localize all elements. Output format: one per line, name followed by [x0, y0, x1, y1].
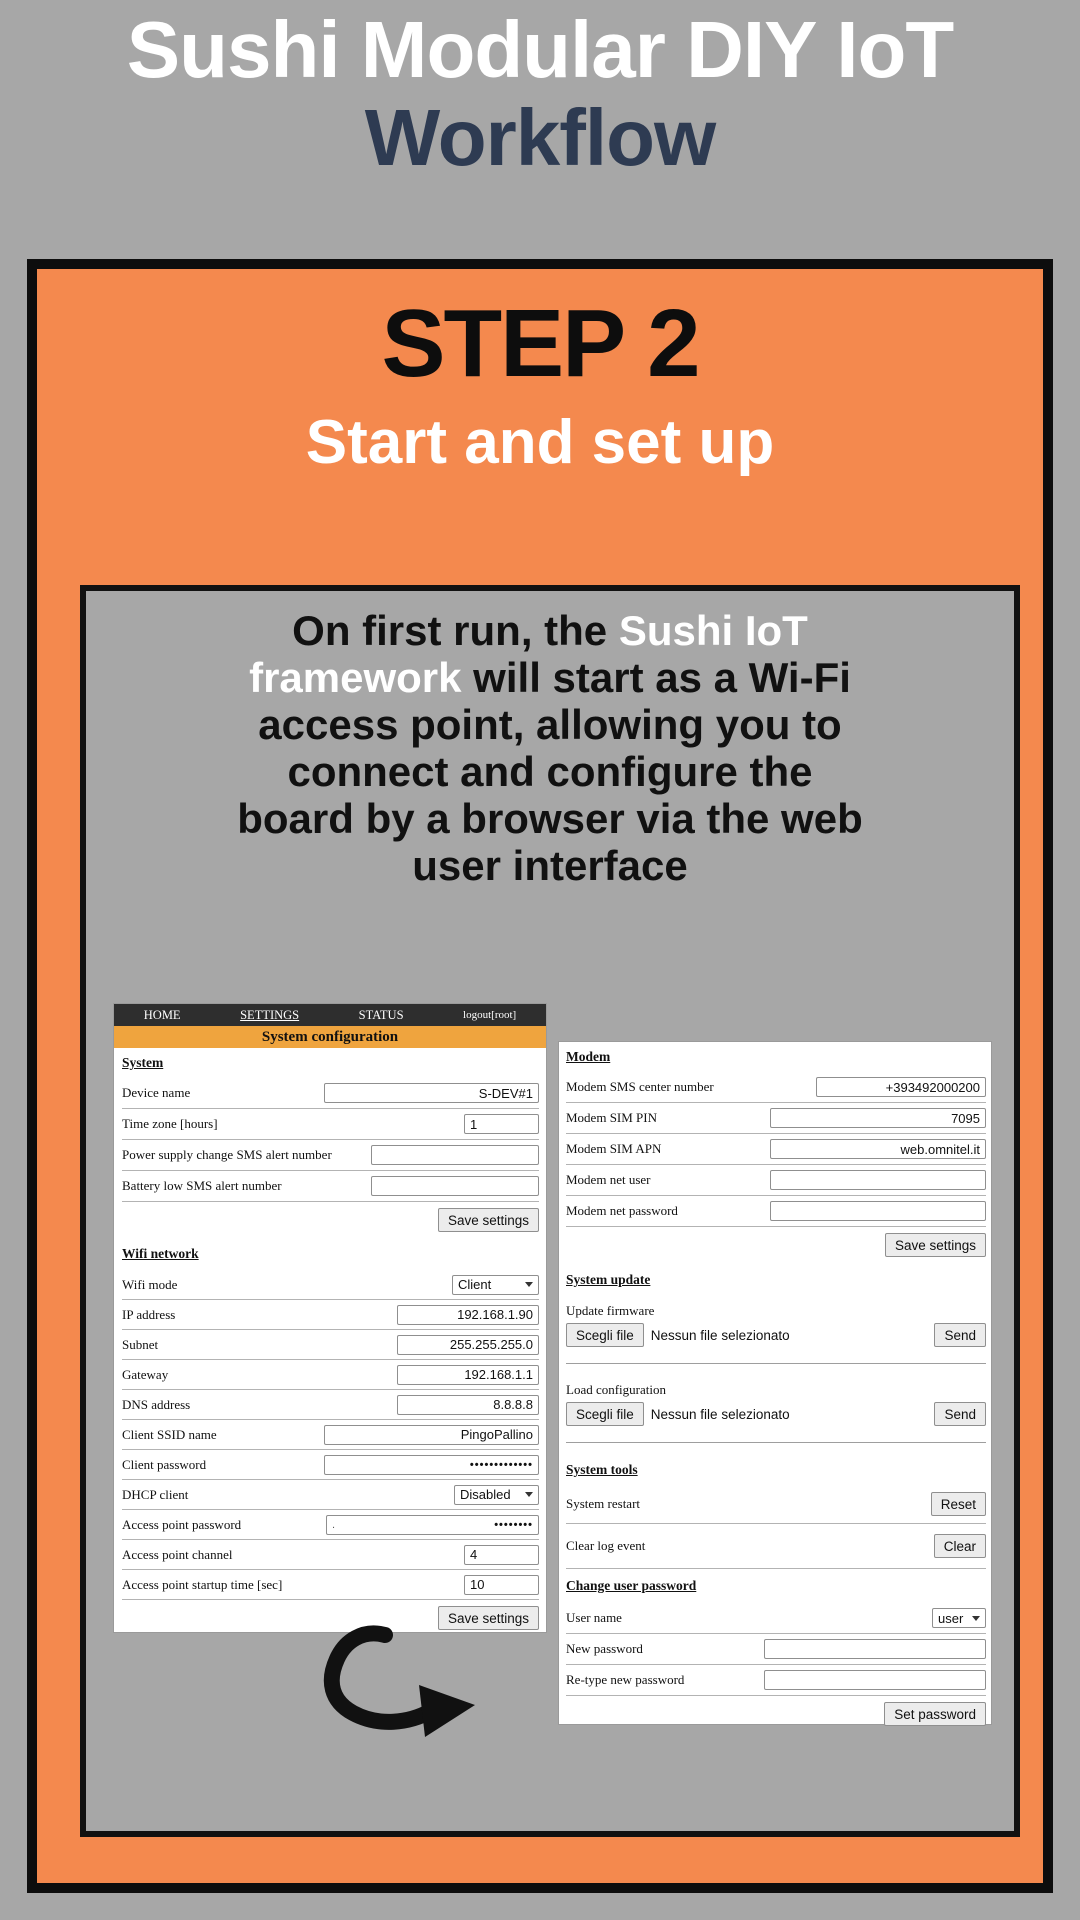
nav-logout-link[interactable]: logout[root]	[463, 1009, 517, 1021]
ip-address-input[interactable]: 192.168.1.90	[397, 1305, 539, 1325]
page-title-line2: Workflow	[364, 93, 716, 182]
intro-line: board by a browser via the web	[237, 795, 863, 842]
retype-password-row	[566, 1665, 986, 1696]
load-configuration-send-button[interactable]: Send	[934, 1402, 986, 1426]
settings-screenshot-left	[113, 1003, 547, 1633]
client-ssid-label: Client SSID name	[122, 1426, 217, 1442]
subnet-input[interactable]: 255.255.255.0	[397, 1335, 539, 1355]
divider	[566, 1442, 986, 1443]
system-configuration-header: System configuration	[114, 1026, 546, 1048]
ip-address-label: IP address	[122, 1306, 176, 1322]
page-title-line1: Sushi Modular DIY IoT	[126, 5, 954, 94]
new-password-input[interactable]	[764, 1639, 986, 1659]
battery-sms-row	[122, 1171, 539, 1202]
new-password-row	[566, 1634, 986, 1665]
step-label: STEP 2	[381, 290, 699, 397]
modem-sim-apn-label: Modem SIM APN	[566, 1141, 662, 1156]
step-panel	[27, 259, 1053, 1893]
modem-sim-pin-input[interactable]: 7095	[770, 1108, 986, 1128]
dns-address-input[interactable]: 8.8.8.8	[397, 1395, 539, 1415]
device-name-input[interactable]: S-DEV#1	[324, 1083, 539, 1103]
curved-arrow-icon	[305, 1625, 485, 1757]
client-password-label: Client password	[122, 1456, 207, 1472]
modem-sms-center-input[interactable]: +393492000200	[816, 1077, 986, 1097]
divider	[566, 1363, 986, 1364]
ap-password-row	[122, 1510, 539, 1540]
load-configuration-block	[566, 1376, 986, 1430]
system-save-settings-button[interactable]: Save settings	[438, 1208, 539, 1232]
power-sms-label: Power supply change SMS alert number	[122, 1147, 332, 1162]
dhcp-client-row	[122, 1480, 539, 1510]
device-name-row	[122, 1078, 539, 1109]
modem-sim-apn-input[interactable]: web.omnitel.it	[770, 1139, 986, 1159]
user-name-label: User name	[566, 1610, 622, 1625]
update-firmware-label: Update firmware	[566, 1303, 655, 1318]
retype-password-input[interactable]	[764, 1670, 986, 1690]
modem-sim-pin-row	[566, 1103, 986, 1134]
ap-startup-row	[122, 1570, 539, 1600]
modem-net-password-row	[566, 1196, 986, 1227]
chevron-down-icon	[972, 1616, 980, 1621]
section-heading-modem: Modem	[566, 1049, 611, 1064]
set-password-button[interactable]: Set password	[884, 1702, 986, 1726]
settings-screenshot-right	[558, 1041, 992, 1725]
power-sms-input[interactable]	[371, 1145, 539, 1165]
intro-line: framework will start as a Wi-Fi	[249, 654, 851, 701]
battery-sms-input[interactable]	[371, 1176, 539, 1196]
clear-log-label: Clear log event	[566, 1538, 646, 1553]
update-firmware-send-button[interactable]: Send	[934, 1323, 986, 1347]
nav-status-link[interactable]: STATUS	[358, 1007, 404, 1022]
modem-net-user-label: Modem net user	[566, 1172, 651, 1187]
retype-password-label: Re-type new password	[566, 1672, 685, 1687]
ap-channel-input[interactable]: 4	[464, 1545, 539, 1565]
section-heading-change-user-password: Change user password	[566, 1578, 697, 1593]
gateway-row	[122, 1360, 539, 1390]
intro-text	[86, 607, 1014, 889]
dhcp-client-label: DHCP client	[122, 1486, 189, 1502]
system-restart-label: System restart	[566, 1496, 641, 1511]
dhcp-client-select[interactable]: Disabled	[454, 1485, 539, 1505]
new-password-label: New password	[566, 1641, 643, 1656]
clear-log-row	[566, 1524, 986, 1569]
modem-net-password-label: Modem net password	[566, 1203, 678, 1218]
dns-address-row	[122, 1390, 539, 1420]
update-firmware-choose-file-button[interactable]: Scegli file	[566, 1323, 644, 1347]
intro-line: connect and configure the	[287, 748, 813, 795]
wifi-save-settings-button[interactable]: Save settings	[438, 1606, 539, 1630]
intro-line: On first run, the Sushi IoT	[292, 607, 808, 654]
time-zone-label: Time zone [hours]	[122, 1116, 218, 1131]
client-ssid-input[interactable]: PingoPallino	[324, 1425, 539, 1445]
load-configuration-choose-file-button[interactable]: Scegli file	[566, 1402, 644, 1426]
ap-startup-input[interactable]: 10	[464, 1575, 539, 1595]
subnet-row	[122, 1330, 539, 1360]
update-firmware-file-status: Nessun file selezionato	[650, 1327, 790, 1343]
step-subtitle: Start and set up	[305, 408, 775, 477]
load-configuration-file-status: Nessun file selezionato	[650, 1406, 790, 1422]
subnet-label: Subnet	[122, 1336, 159, 1352]
modem-sms-center-row	[566, 1072, 986, 1103]
client-password-row	[122, 1450, 539, 1480]
nav-bar	[114, 1004, 546, 1026]
user-name-row	[566, 1603, 986, 1634]
reset-button[interactable]: Reset	[931, 1492, 986, 1516]
section-heading-wifi-network: Wifi network	[122, 1246, 199, 1261]
section-heading-system-tools: System tools	[566, 1462, 638, 1477]
step-detail-panel	[80, 585, 1020, 1837]
modem-sim-pin-label: Modem SIM PIN	[566, 1110, 658, 1125]
ap-startup-label: Access point startup time [sec]	[122, 1576, 283, 1592]
wifi-mode-label: Wifi mode	[122, 1276, 178, 1292]
user-name-select[interactable]: user	[932, 1608, 986, 1628]
chevron-down-icon	[525, 1282, 533, 1287]
chevron-down-icon	[525, 1492, 533, 1497]
time-zone-input[interactable]: 1	[464, 1114, 539, 1134]
modem-net-password-input[interactable]	[770, 1201, 986, 1221]
modem-sim-apn-row	[566, 1134, 986, 1165]
nav-settings-link[interactable]: SETTINGS	[240, 1007, 300, 1022]
client-ssid-row	[122, 1420, 539, 1450]
section-heading-system-update: System update	[566, 1272, 651, 1287]
battery-sms-label: Battery low SMS alert number	[122, 1178, 282, 1193]
client-password-input[interactable]: •••••••••••••	[324, 1455, 539, 1475]
system-restart-row	[566, 1485, 986, 1524]
modem-net-user-input[interactable]	[770, 1170, 986, 1190]
dns-address-label: DNS address	[122, 1396, 191, 1412]
load-configuration-label: Load configuration	[566, 1382, 666, 1397]
ap-password-label: Access point password	[122, 1516, 242, 1532]
modem-sms-center-label: Modem SMS center number	[566, 1079, 714, 1094]
ap-channel-row	[122, 1540, 539, 1570]
clear-button[interactable]: Clear	[934, 1534, 986, 1558]
ap-password-input[interactable]: . ••••••••	[326, 1515, 539, 1535]
nav-home-link[interactable]: HOME	[143, 1007, 181, 1022]
update-firmware-block	[566, 1297, 986, 1351]
modem-net-user-row	[566, 1165, 986, 1196]
section-heading-system: System	[122, 1055, 164, 1070]
time-zone-row	[122, 1109, 539, 1140]
wifi-mode-select[interactable]: Client	[452, 1275, 539, 1295]
ip-address-row	[122, 1300, 539, 1330]
wifi-mode-row	[122, 1270, 539, 1300]
gateway-label: Gateway	[122, 1366, 169, 1382]
modem-save-settings-button[interactable]: Save settings	[885, 1233, 986, 1257]
intro-line: user interface	[412, 842, 688, 889]
power-sms-row	[122, 1140, 539, 1171]
intro-line: access point, allowing you to	[258, 701, 842, 748]
device-name-label: Device name	[122, 1085, 191, 1100]
gateway-input[interactable]: 192.168.1.1	[397, 1365, 539, 1385]
ap-channel-label: Access point channel	[122, 1546, 233, 1562]
